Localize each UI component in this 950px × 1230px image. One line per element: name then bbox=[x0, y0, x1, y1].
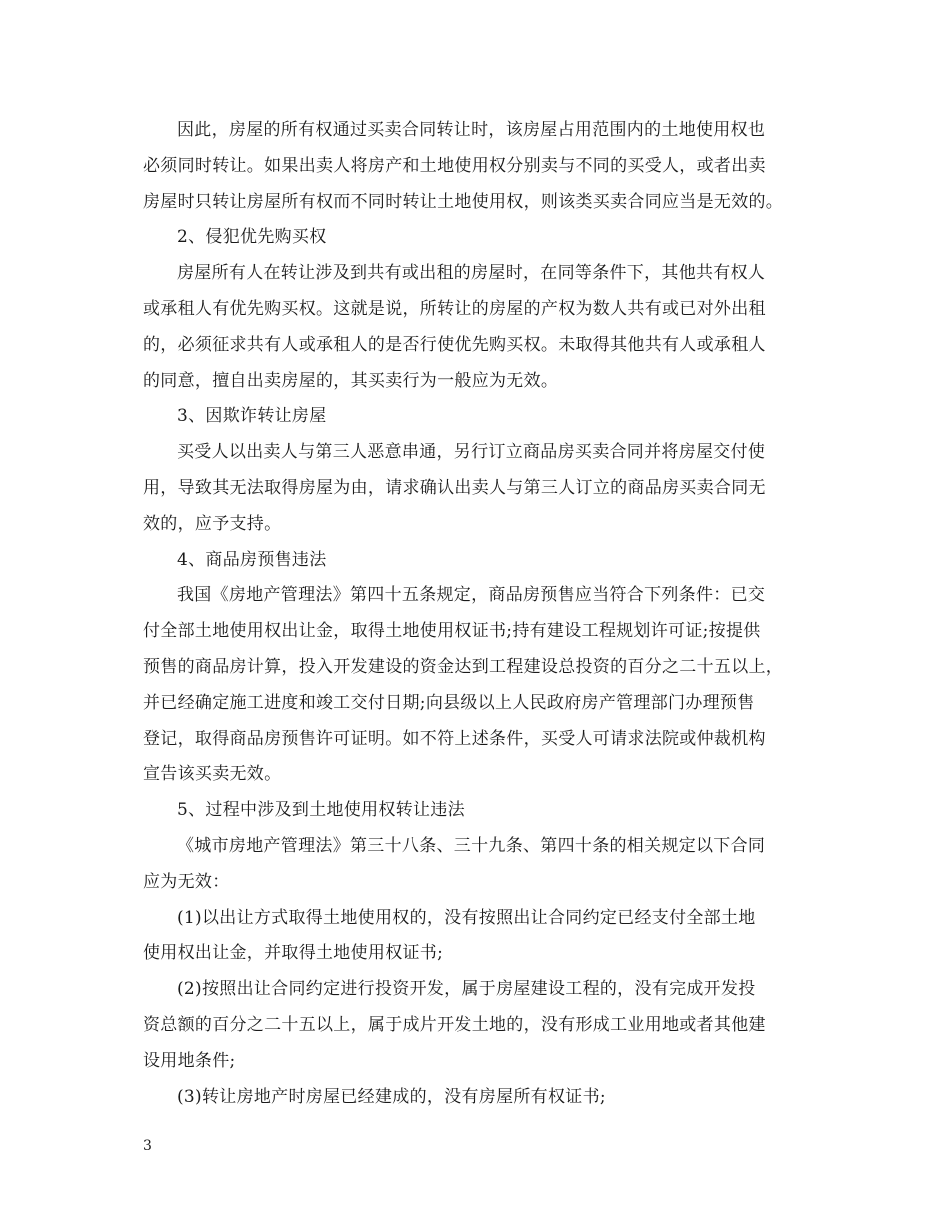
section-heading bbox=[143, 220, 815, 256]
text-line: 的同意，擅自出卖房屋的，其买卖行为一般应为无效。 bbox=[143, 370, 559, 391]
text-line: (2)按照出让合同约定进行投资开发，属于房屋建设工程的，没有完成开发投 bbox=[177, 979, 756, 1000]
text-line: 5、过程中涉及到土地使用权转让违法 bbox=[177, 800, 465, 821]
text-line: (1)以出让方式取得土地使用权的，没有按照出让合同约定已经支付全部土地 bbox=[177, 907, 756, 928]
text-line: 我国《房地产管理法》第四十五条规定，商品房预售应当符合下列条件：已交 bbox=[177, 585, 766, 606]
paragraph bbox=[143, 578, 815, 793]
text-line: 并已经确定施工进度和竣工交付日期;向县级以上人民政府房产管理部门办理预售 bbox=[143, 692, 755, 713]
paragraph bbox=[143, 829, 815, 901]
document-body bbox=[143, 113, 815, 1115]
paragraph bbox=[143, 113, 815, 220]
text-line: 买受人以出卖人与第三人恶意串通，另行订立商品房买卖合同并将房屋交付使 bbox=[177, 442, 766, 463]
text-line: 房屋所有人在转让涉及到共有或出租的房屋时，在同等条件下，其他共有权人 bbox=[177, 263, 766, 284]
text-line: 3、因欺诈转让房屋 bbox=[177, 406, 327, 427]
paragraph bbox=[143, 1080, 815, 1116]
text-line: 资总额的百分之二十五以上，属于成片开发土地的，没有形成工业用地或者其他建 bbox=[143, 1014, 766, 1035]
section-heading bbox=[143, 793, 815, 829]
text-line: 房屋时只转让房屋所有权而不同时转让土地使用权，则该类买卖合同应当是无效的。 bbox=[143, 191, 784, 212]
text-line: 付全部土地使用权出让金，取得土地使用权证书;持有建设工程规划许可证;按提供 bbox=[143, 621, 761, 642]
text-line: 《城市房地产管理法》第三十八条、三十九条、第四十条的相关规定以下合同 bbox=[177, 835, 766, 856]
page-number: 3 bbox=[143, 1138, 152, 1154]
text-line: 用，导致其无法取得房屋为由，请求确认出卖人与第三人订立的商品房买卖合同无 bbox=[143, 477, 766, 498]
paragraph bbox=[143, 901, 815, 973]
text-line: 2、侵犯优先购买权 bbox=[177, 227, 327, 248]
text-line: 应为无效： bbox=[143, 871, 230, 892]
text-line: 预售的商品房计算，投入开发建设的资金达到工程建设总投资的百分之二十五以上， bbox=[143, 656, 784, 677]
section-heading bbox=[143, 399, 815, 435]
text-line: 的，必须征求共有人或承租人的是否行使优先购买权。未取得其他共有人或承租人 bbox=[143, 334, 766, 355]
text-line: 因此，房屋的所有权通过买卖合同转让时，该房屋占用范围内的土地使用权也 bbox=[177, 120, 766, 140]
text-line: 必须同时转让。如果出卖人将房产和土地使用权分别卖与不同的买受人，或者出卖 bbox=[143, 155, 766, 176]
paragraph bbox=[143, 256, 815, 399]
paragraph bbox=[143, 435, 815, 542]
text-line: 效的，应予支持。 bbox=[143, 513, 282, 534]
paragraph bbox=[143, 972, 815, 1079]
text-line: 登记，取得商品房预售许可证明。如不符上述条件，买受人可请求法院或仲裁机构 bbox=[143, 728, 766, 749]
text-line: 宣告该买卖无效。 bbox=[143, 764, 282, 785]
text-line: 设用地条件; bbox=[143, 1050, 236, 1071]
text-line: 4、商品房预售违法 bbox=[177, 549, 327, 570]
text-line: 或承租人有优先购买权。这就是说，所转让的房屋的产权为数人共有或已对外出租 bbox=[143, 298, 766, 319]
text-line: (3)转让房地产时房屋已经建成的，没有房屋所有权证书; bbox=[177, 1086, 606, 1107]
text-line: 使用权出让金，并取得土地使用权证书; bbox=[143, 943, 444, 964]
section-heading bbox=[143, 543, 815, 579]
